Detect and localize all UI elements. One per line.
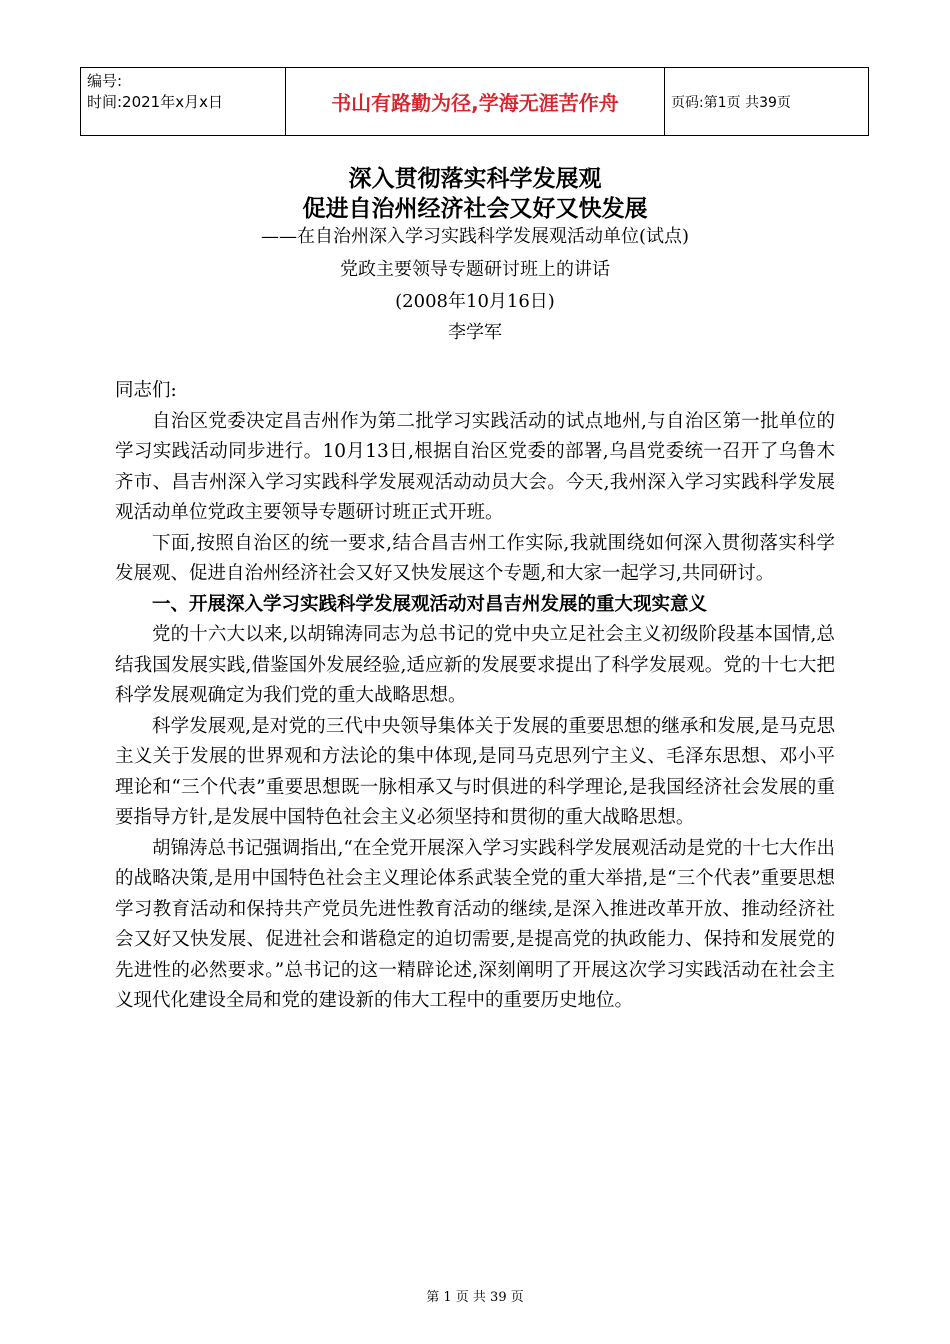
salutation: 同志们: <box>115 380 177 401</box>
paragraph-1: 自治区党委决定昌吉州作为第二批学习实践活动的试点地州,与自治区第一批单位的学习实践活动同步进行。10月13日,根据自治区党委的部署,乌昌党委统一召开了乌鲁木齐市、昌吉州深入学习实践科学发展观活动动员大会。今天,我州深入学习实践科学发展观活动单位党政主要领导专题研讨班正式开班。 <box>115 410 835 523</box>
header-motto: 书山有路勤为径,学海无涯苦作舟 <box>286 68 665 135</box>
paragraph-5: 胡锦涛总书记强调指出,“在全党开展深入学习实践科学发展观活动是党的十七大作出的战略决策,是用中国特色社会主义理论体系武装全党的重大举措,是“三个代表”重要思想学习教育活动和保持共产党员先进性教育活动的继续,是深入推进改革开放、推动经济社会又好又快发展、促进社会和谐稳定的迫切需要,是提高党的执政能力、保持和发展党的先进性的必然要求。”总书记的这一精辟论述,深刻阐明了开展这次学习实践活动在社会主义现代化建设全局和党的建设新的伟大工程中的重要历史地位。 <box>115 837 835 1011</box>
paragraph-3: 党的十六大以来,以胡锦涛同志为总书记的党中央立足社会主义初级阶段基本国情,总结我国发展实践,借鉴国外发展经验,适应新的发展要求提出了科学发展观。党的十七大把科学发展观确定为我们党的重大战略思想。 <box>115 624 835 706</box>
paragraph-2: 下面,按照自治区的统一要求,结合昌吉州工作实际,我就围绕如何深入贯彻落实科学发展观、促进自治州经济社会又好又快发展这个专题,和大家一起学习,共同研讨。 <box>115 532 835 584</box>
document-title-line1: 深入贯彻落实科学发展观 <box>348 166 602 192</box>
page-footer: 第 1 页 共 39 页 <box>426 1290 524 1305</box>
document-time-label: 时间:2021年x月x日 <box>87 93 223 111</box>
paragraph-4: 科学发展观,是对党的三代中央领导集体关于发展的重要思想的继承和发展,是马克思主义关于发展的世界观和方法论的集中体现,是同马克思列宁主义、毛泽东思想、邓小平理论和“三个代表”重要思想既一脉相承又与时俱进的科学理论,是我国经济社会发展的重要指导方针,是发展中国特色社会主义必须坚持和贯彻的重大战略思想。 <box>115 715 835 828</box>
document-author: 李学军 <box>448 322 502 343</box>
document-date: (2008年10月16日) <box>395 291 555 312</box>
document-title-line2: 促进自治州经济社会又好又快发展 <box>302 196 648 222</box>
document-body <box>115 376 835 1017</box>
section-heading-1: 一、开展深入学习实践科学发展观活动对昌吉州发展的重大现实意义 <box>152 593 708 615</box>
header-meta-cell <box>81 68 286 135</box>
header-table <box>80 67 869 136</box>
document-number-label: 编号: <box>87 72 123 90</box>
header-page-info: 页码:第1页 共39页 <box>671 94 791 111</box>
document-subtitle-line2: 党政主要领导专题研讨班上的讲话 <box>340 259 610 280</box>
document-subtitle-line1: ——在自治州深入学习实践科学发展观活动单位(试点) <box>260 226 690 247</box>
